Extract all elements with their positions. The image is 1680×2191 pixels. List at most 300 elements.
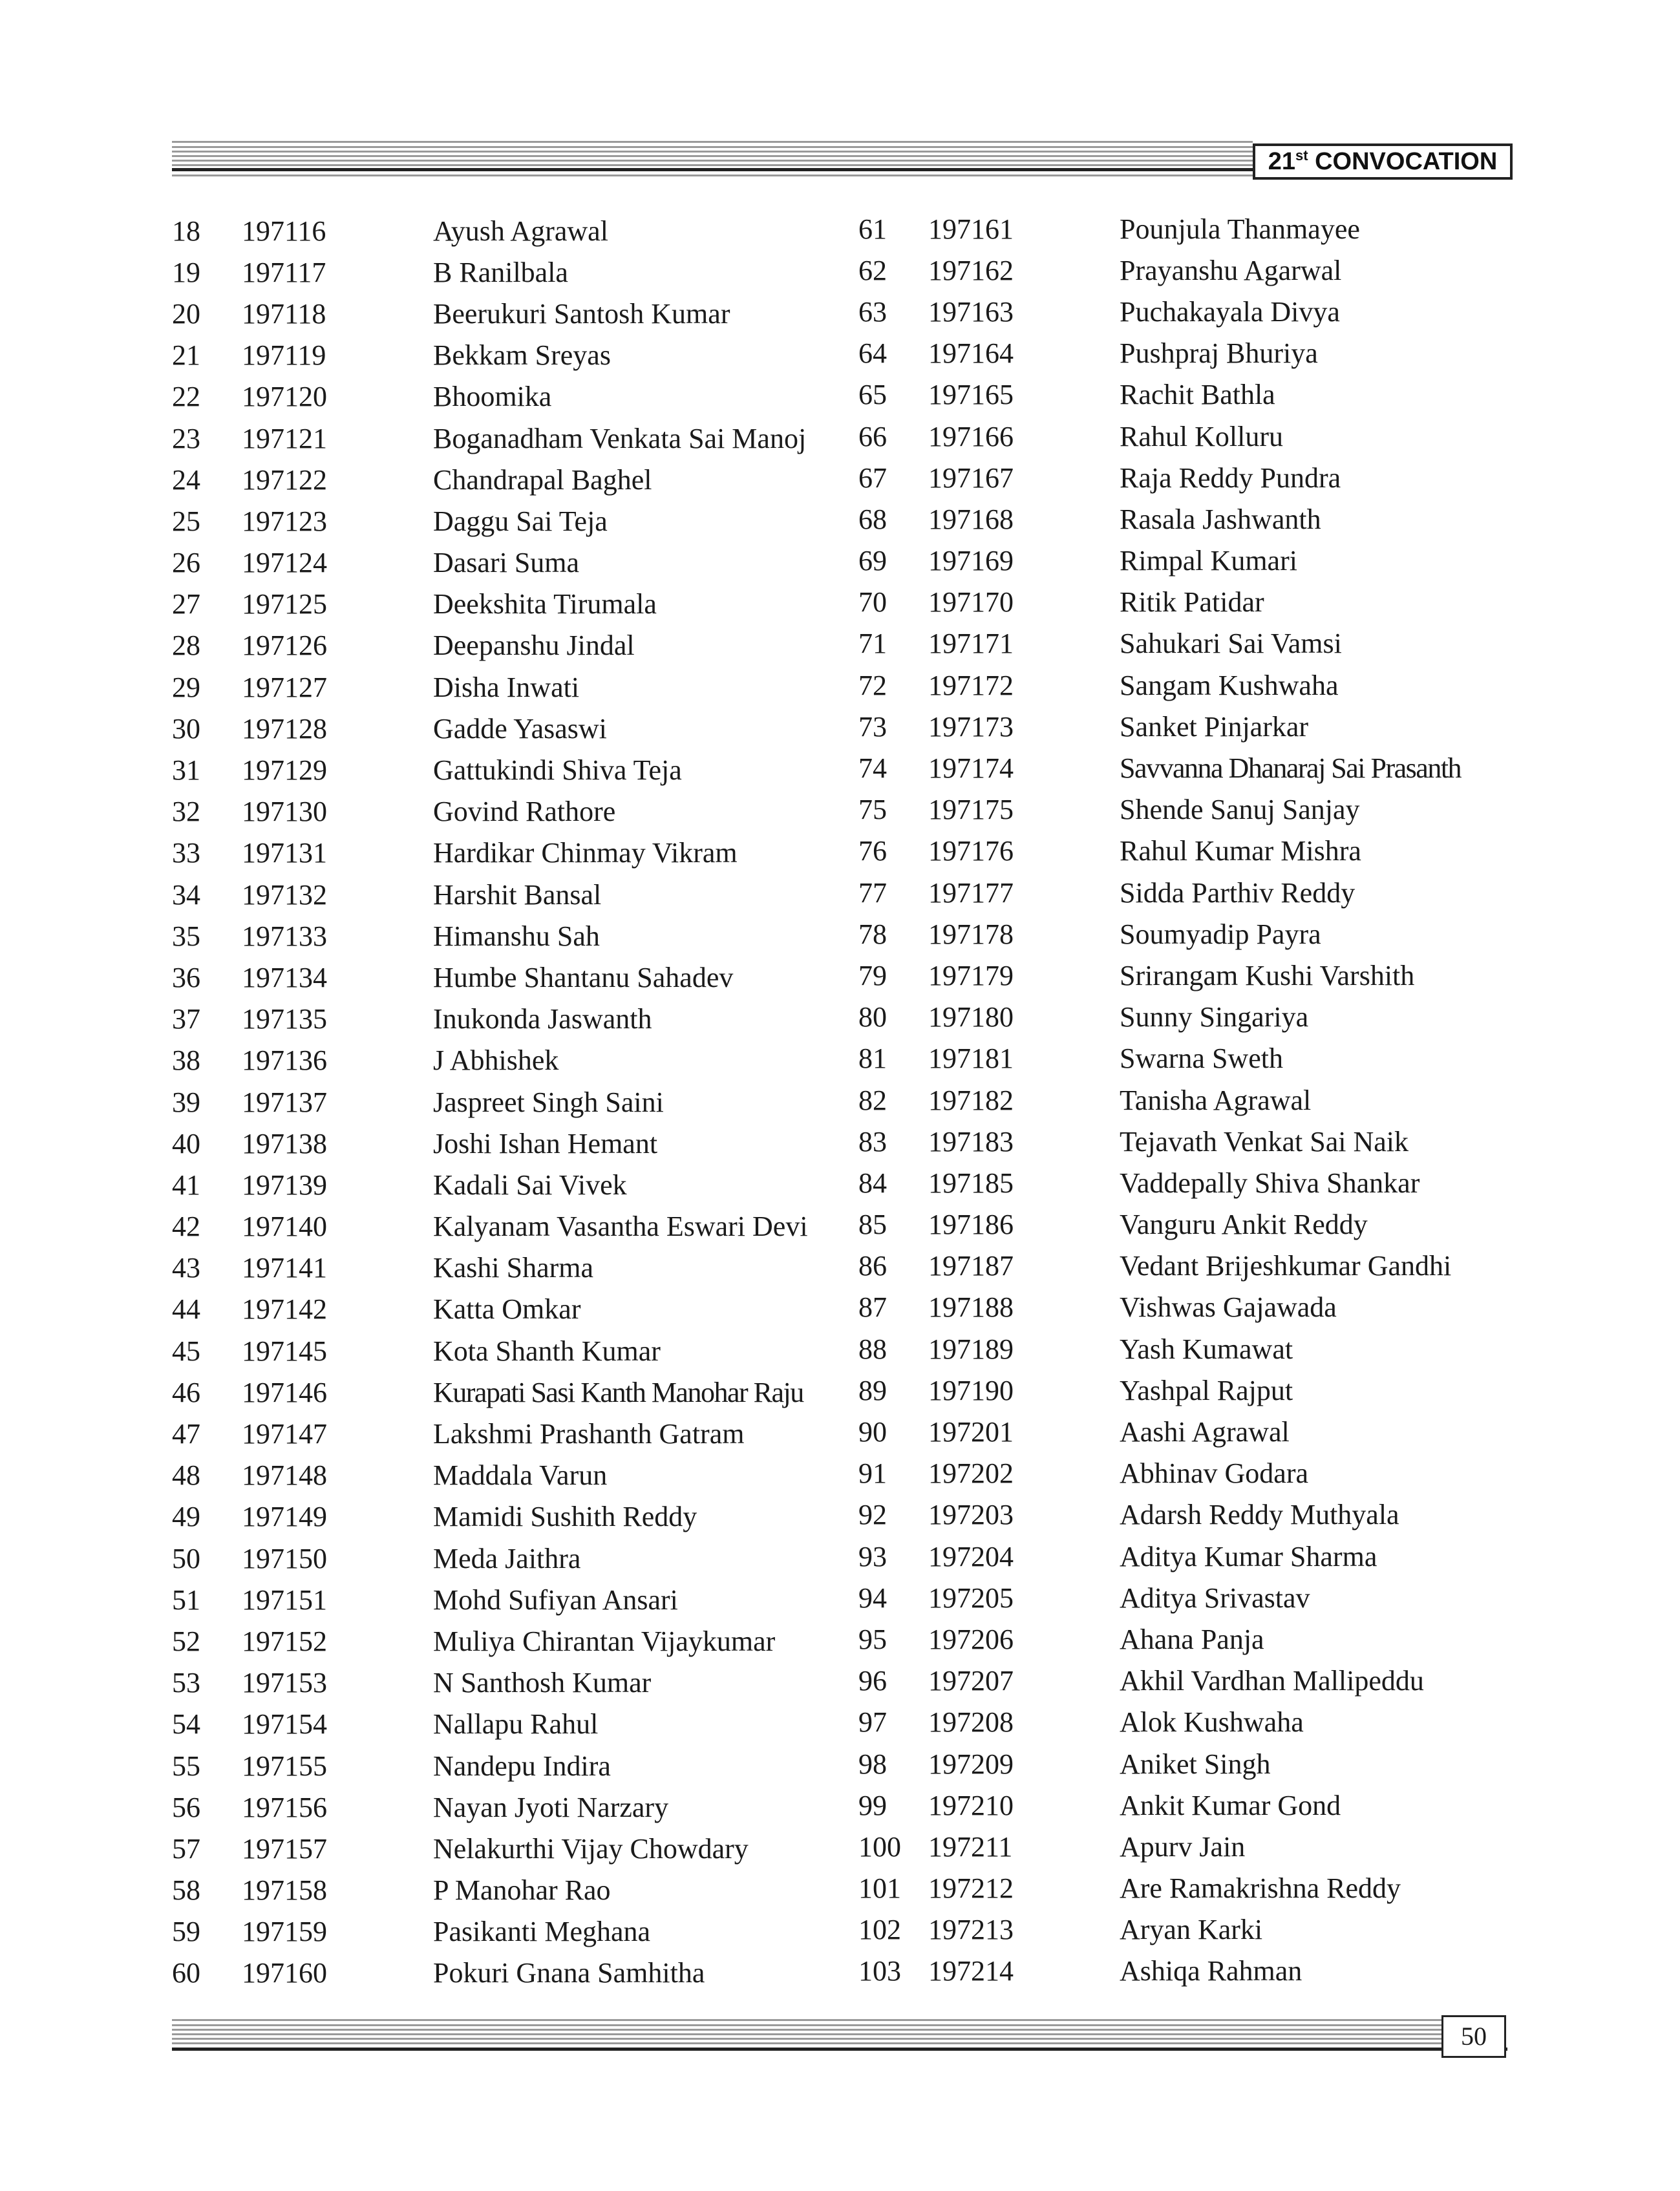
serial-number: 30 [172, 712, 200, 745]
list-item [172, 1826, 857, 1867]
serial-number: 46 [172, 1376, 200, 1408]
student-name: Rasala Jashwanth [1120, 503, 1321, 535]
list-item [172, 1370, 857, 1411]
student-name: Ritik Patidar [1120, 586, 1264, 619]
list-item [172, 582, 857, 623]
student-name: Rimpal Kumari [1120, 545, 1297, 577]
roll-number: 197209 [928, 1748, 1014, 1780]
list-item [172, 1328, 857, 1370]
list-item [858, 1038, 1531, 1079]
list-item [172, 249, 857, 291]
serial-number: 33 [172, 837, 200, 869]
student-name: Kashi Sharma [433, 1252, 594, 1284]
student-name: Puchakayala Divya [1120, 295, 1340, 328]
list-item [172, 374, 857, 416]
serial-number: 39 [172, 1086, 200, 1118]
list-item [172, 1536, 857, 1577]
roll-number: 197157 [242, 1832, 327, 1865]
list-item [858, 1245, 1531, 1287]
roll-number: 197210 [928, 1789, 1014, 1821]
student-name: Ahana Panja [1120, 1623, 1264, 1655]
serial-number: 65 [858, 379, 887, 411]
serial-number: 70 [858, 586, 887, 619]
list-item [858, 1951, 1531, 1992]
serial-number: 57 [172, 1832, 200, 1865]
roll-number: 197212 [928, 1872, 1014, 1905]
list-item [858, 291, 1531, 332]
student-name: Nandepu Indira [433, 1750, 611, 1782]
list-item [858, 457, 1531, 498]
student-name: Shende Sanuj Sanjay [1120, 794, 1360, 826]
student-name: Vishwas Gajawada [1120, 1291, 1337, 1324]
serial-number: 62 [858, 254, 887, 286]
list-item [172, 1577, 857, 1618]
serial-number: 95 [858, 1623, 887, 1655]
list-item [858, 416, 1531, 457]
roll-number: 197190 [928, 1374, 1014, 1406]
student-name: N Santhosh Kumar [433, 1667, 652, 1699]
list-item [172, 1453, 857, 1494]
roll-number: 197211 [928, 1830, 1013, 1863]
serial-number: 66 [858, 420, 887, 452]
list-item [858, 1411, 1531, 1452]
roll-number: 197118 [242, 297, 326, 330]
student-name: Nayan Jyoti Narzary [433, 1791, 669, 1823]
student-name: Boganadham Venkata Sai Manoj [433, 422, 807, 454]
list-item [858, 1453, 1531, 1494]
roll-number: 197166 [928, 420, 1014, 452]
list-item [172, 1702, 857, 1743]
serial-number: 54 [172, 1708, 200, 1741]
roll-number: 197135 [242, 1003, 327, 1035]
serial-number: 75 [858, 794, 887, 826]
serial-number: 44 [172, 1293, 200, 1326]
student-name: Deepanshu Jindal [433, 630, 635, 662]
roll-number: 197141 [242, 1252, 327, 1284]
list-item [172, 1743, 857, 1784]
list-item [172, 997, 857, 1038]
list-item [858, 1494, 1531, 1536]
roll-number: 197175 [928, 794, 1014, 826]
student-name: Raja Reddy Pundra [1120, 461, 1341, 494]
serial-number: 71 [858, 628, 887, 660]
list-item [858, 1618, 1531, 1660]
roll-number: 197177 [928, 876, 1014, 909]
serial-number: 78 [858, 918, 887, 950]
roll-number: 197123 [242, 505, 327, 537]
list-item [172, 789, 857, 831]
serial-number: 89 [858, 1374, 887, 1406]
serial-number: 28 [172, 630, 200, 662]
serial-number: 102 [858, 1914, 901, 1946]
student-name: Sangam Kushwaha [1120, 669, 1339, 701]
serial-number: 86 [858, 1250, 887, 1282]
serial-number: 26 [172, 547, 200, 579]
list-item [858, 913, 1531, 955]
list-item [172, 955, 857, 996]
serial-number: 19 [172, 256, 200, 288]
list-item [858, 1826, 1531, 1867]
student-name: Gattukindi Shiva Teja [433, 754, 682, 787]
serial-number: 61 [858, 213, 887, 245]
roll-number: 197139 [242, 1169, 327, 1201]
student-name: Vaddepally Shiva Shankar [1120, 1167, 1420, 1199]
serial-number: 67 [858, 461, 887, 494]
serial-number: 96 [858, 1665, 887, 1697]
serial-number: 32 [172, 796, 200, 828]
serial-number: 64 [858, 337, 887, 370]
list-item [172, 1204, 857, 1245]
list-item [172, 1784, 857, 1826]
student-name: Ayush Agrawal [433, 215, 608, 247]
student-name: Pushpraj Bhuriya [1120, 337, 1318, 370]
serial-number: 22 [172, 381, 200, 413]
student-name: Vedant Brijeshkumar Gandhi [1120, 1250, 1452, 1282]
roll-number: 197176 [928, 835, 1014, 867]
student-name: Kota Shanth Kumar [433, 1335, 661, 1367]
list-item [172, 1951, 857, 1992]
student-name: Pasikanti Meghana [433, 1916, 651, 1948]
list-item [858, 249, 1531, 291]
student-name: Govind Rathore [433, 796, 616, 828]
student-name: Are Ramakrishna Reddy [1120, 1872, 1401, 1905]
list-item [172, 1038, 857, 1079]
serial-number: 92 [858, 1499, 887, 1531]
serial-number: 68 [858, 503, 887, 535]
list-item [172, 623, 857, 664]
list-item [172, 1618, 857, 1660]
list-item [858, 1743, 1531, 1784]
student-name: Alok Kushwaha [1120, 1706, 1304, 1739]
list-item [858, 1204, 1531, 1245]
serial-number: 45 [172, 1335, 200, 1367]
roll-number: 197134 [242, 961, 327, 993]
serial-number: 29 [172, 671, 200, 703]
serial-number: 24 [172, 463, 200, 496]
list-item [172, 706, 857, 747]
roll-number: 197173 [928, 710, 1014, 743]
serial-number: 48 [172, 1459, 200, 1492]
roll-number: 197133 [242, 920, 327, 952]
serial-number: 69 [858, 545, 887, 577]
student-name: Akhil Vardhan Mallipeddu [1120, 1665, 1424, 1697]
student-name: Maddala Varun [433, 1459, 608, 1492]
header-rule-lines [172, 141, 1253, 181]
student-name: Inukonda Jaswanth [433, 1003, 652, 1035]
student-name: Hardikar Chinmay Vikram [433, 837, 738, 869]
roll-number: 197186 [928, 1209, 1014, 1241]
roll-number: 197182 [928, 1084, 1014, 1116]
student-name: Prayanshu Agarwal [1120, 254, 1342, 286]
roll-number: 197179 [928, 959, 1014, 991]
student-name: Gadde Yasaswi [433, 712, 607, 745]
serial-number: 99 [858, 1789, 887, 1821]
student-name: Rachit Bathla [1120, 379, 1275, 411]
roll-number: 197152 [242, 1625, 327, 1657]
serial-number: 35 [172, 920, 200, 952]
serial-number: 34 [172, 878, 200, 911]
student-name: Sahukari Sai Vamsi [1120, 628, 1342, 660]
roll-number: 197120 [242, 381, 327, 413]
roll-number: 197128 [242, 712, 327, 745]
student-name: Humbe Shantanu Sahadev [433, 961, 734, 993]
serial-number: 76 [858, 835, 887, 867]
list-item [858, 582, 1531, 623]
roll-number: 197136 [242, 1044, 327, 1077]
roll-number: 197119 [242, 339, 326, 372]
roll-number: 197172 [928, 669, 1014, 701]
list-item [858, 1287, 1531, 1328]
student-name: Apurv Jain [1120, 1830, 1246, 1863]
list-item [858, 1909, 1531, 1951]
roll-number: 197124 [242, 547, 327, 579]
serial-number: 83 [858, 1125, 887, 1158]
list-item [858, 623, 1531, 664]
list-item [858, 374, 1531, 416]
serial-number: 74 [858, 752, 887, 785]
student-name: Aditya Kumar Sharma [1120, 1540, 1377, 1572]
roll-number: 197181 [928, 1043, 1014, 1075]
roll-number: 197129 [242, 754, 327, 787]
header-number: 21 [1268, 148, 1295, 175]
serial-number: 60 [172, 1957, 200, 1989]
student-name: Jaspreet Singh Saini [433, 1086, 664, 1118]
roll-number: 197155 [242, 1750, 327, 1782]
student-name: Himanshu Sah [433, 920, 600, 952]
student-name: Katta Omkar [433, 1293, 581, 1326]
list-item [172, 498, 857, 540]
serial-number: 56 [172, 1791, 200, 1823]
serial-number: 52 [172, 1625, 200, 1657]
student-name: B Ranilbala [433, 256, 568, 288]
serial-number: 25 [172, 505, 200, 537]
list-item [858, 333, 1531, 374]
student-name: Mamidi Sushith Reddy [433, 1501, 697, 1533]
list-item [172, 831, 857, 872]
roll-number: 197122 [242, 463, 327, 496]
serial-number: 18 [172, 215, 200, 247]
roll-number: 197137 [242, 1086, 327, 1118]
right-student-list [858, 208, 1531, 1992]
roll-number: 197127 [242, 671, 327, 703]
list-item [172, 457, 857, 498]
roll-number: 197160 [242, 1957, 327, 1989]
roll-number: 197153 [242, 1667, 327, 1699]
serial-number: 88 [858, 1333, 887, 1365]
roll-number: 197183 [928, 1125, 1014, 1158]
student-name: Srirangam Kushi Varshith [1120, 959, 1415, 991]
serial-number: 20 [172, 297, 200, 330]
roll-number: 197180 [928, 1001, 1014, 1033]
roll-number: 197159 [242, 1916, 327, 1948]
serial-number: 21 [172, 339, 200, 372]
list-item [172, 1079, 857, 1121]
list-item [858, 1784, 1531, 1826]
list-item [172, 1245, 857, 1287]
serial-number: 55 [172, 1750, 200, 1782]
roll-number: 197185 [928, 1167, 1014, 1199]
student-name: Harshit Bansal [433, 878, 602, 911]
serial-number: 51 [172, 1583, 200, 1616]
list-item [172, 1121, 857, 1162]
serial-number: 42 [172, 1211, 200, 1243]
student-name: Beerukuri Santosh Kumar [433, 297, 730, 330]
list-item [858, 1536, 1531, 1577]
list-item [858, 831, 1531, 872]
list-item [172, 1868, 857, 1909]
student-name: Meda Jaithra [433, 1542, 581, 1574]
serial-number: 43 [172, 1252, 200, 1284]
list-item [858, 1121, 1531, 1162]
list-item [858, 1328, 1531, 1370]
serial-number: 80 [858, 1001, 887, 1033]
list-item [858, 1868, 1531, 1909]
student-name: Aashi Agrawal [1120, 1416, 1290, 1448]
roll-number: 197207 [928, 1665, 1014, 1697]
serial-number: 103 [858, 1955, 901, 1987]
student-name: Sidda Parthiv Reddy [1120, 876, 1356, 909]
student-name: Rahul Kolluru [1120, 420, 1283, 452]
roll-number: 197158 [242, 1874, 327, 1907]
roll-number: 197170 [928, 586, 1014, 619]
header-title: CONVOCATION [1315, 148, 1498, 175]
roll-number: 197154 [242, 1708, 327, 1741]
student-name: Pokuri Gnana Samhitha [433, 1957, 705, 1989]
serial-number: 100 [858, 1830, 901, 1863]
serial-number: 73 [858, 710, 887, 743]
roll-number: 197174 [928, 752, 1014, 785]
serial-number: 85 [858, 1209, 887, 1241]
serial-number: 31 [172, 754, 200, 787]
student-name: Ankit Kumar Gond [1120, 1789, 1341, 1821]
roll-number: 197205 [928, 1582, 1014, 1614]
student-name: Aryan Karki [1120, 1914, 1263, 1946]
serial-number: 37 [172, 1003, 200, 1035]
roll-number: 197168 [928, 503, 1014, 535]
roll-number: 197171 [928, 628, 1014, 660]
list-item [858, 664, 1531, 706]
student-name: Chandrapal Baghel [433, 463, 652, 496]
roll-number: 197149 [242, 1501, 327, 1533]
left-student-list [172, 208, 857, 1992]
list-item [172, 1411, 857, 1452]
list-item [858, 1162, 1531, 1203]
list-item [172, 1494, 857, 1536]
serial-number: 91 [858, 1457, 887, 1490]
student-name: Tejavath Venkat Sai Naik [1120, 1125, 1409, 1158]
serial-number: 81 [858, 1043, 887, 1075]
roll-number: 197189 [928, 1333, 1014, 1365]
student-name: J Abhishek [433, 1044, 559, 1077]
footer-rule-lines [172, 2019, 1507, 2059]
roll-number: 197116 [242, 215, 326, 247]
serial-number: 58 [172, 1874, 200, 1907]
serial-number: 40 [172, 1127, 200, 1159]
student-name: Ashiqa Rahman [1120, 1955, 1303, 1987]
roll-number: 197165 [928, 379, 1014, 411]
list-item [172, 1909, 857, 1951]
student-name: Dasari Suma [433, 547, 580, 579]
list-item [172, 747, 857, 789]
list-item [172, 1660, 857, 1702]
student-name: Kadali Sai Vivek [433, 1169, 627, 1201]
student-name: Soumyadip Payra [1120, 918, 1321, 950]
serial-number: 59 [172, 1916, 200, 1948]
roll-number: 197151 [242, 1583, 327, 1616]
serial-number: 41 [172, 1169, 200, 1201]
student-name: Sunny Singariya [1120, 1001, 1309, 1033]
roll-number: 197204 [928, 1540, 1014, 1572]
roll-number: 197164 [928, 337, 1014, 370]
serial-number: 63 [858, 295, 887, 328]
list-item [172, 664, 857, 706]
roll-number: 197140 [242, 1211, 327, 1243]
list-item [858, 872, 1531, 913]
student-name: Yashpal Rajput [1120, 1374, 1293, 1406]
student-name: Yash Kumawat [1120, 1333, 1293, 1365]
list-item [858, 1079, 1531, 1121]
serial-number: 47 [172, 1418, 200, 1450]
serial-number: 53 [172, 1667, 200, 1699]
serial-number: 49 [172, 1501, 200, 1533]
student-name: Aniket Singh [1120, 1748, 1271, 1780]
serial-number: 82 [858, 1084, 887, 1116]
student-name: Nelakurthi Vijay Chowdary [433, 1832, 749, 1865]
serial-number: 84 [858, 1167, 887, 1199]
roll-number: 197148 [242, 1459, 327, 1492]
student-name: Swarna Sweth [1120, 1043, 1283, 1075]
student-name: Aditya Srivastav [1120, 1582, 1310, 1614]
list-item [858, 208, 1531, 249]
student-name: Muliya Chirantan Vijaykumar [433, 1625, 776, 1657]
roll-number: 197203 [928, 1499, 1014, 1531]
serial-number: 38 [172, 1044, 200, 1077]
student-name: Nallapu Rahul [433, 1708, 599, 1741]
roll-number: 197126 [242, 630, 327, 662]
student-name: Vanguru Ankit Reddy [1120, 1209, 1368, 1241]
roll-number: 197145 [242, 1335, 327, 1367]
serial-number: 50 [172, 1542, 200, 1574]
list-item [858, 498, 1531, 540]
roll-number: 197206 [928, 1623, 1014, 1655]
list-item [172, 291, 857, 332]
student-name: P Manohar Rao [433, 1874, 611, 1907]
list-item [858, 706, 1531, 747]
roll-number: 197201 [928, 1416, 1014, 1448]
serial-number: 87 [858, 1291, 887, 1324]
list-item [858, 1370, 1531, 1411]
list-item [858, 789, 1531, 831]
serial-number: 77 [858, 876, 887, 909]
list-item [172, 913, 857, 955]
roll-number: 197125 [242, 588, 327, 620]
student-name: Mohd Sufiyan Ansari [433, 1583, 678, 1616]
serial-number: 72 [858, 669, 887, 701]
student-name: Kalyanam Vasantha Eswari Devi [433, 1211, 808, 1243]
serial-number: 27 [172, 588, 200, 620]
roll-number: 197202 [928, 1457, 1014, 1490]
student-name: Adarsh Reddy Muthyala [1120, 1499, 1399, 1531]
student-name: Disha Inwati [433, 671, 580, 703]
serial-number: 90 [858, 1416, 887, 1448]
list-item [172, 1287, 857, 1328]
roll-number: 197187 [928, 1250, 1014, 1282]
page-number: 50 [1441, 2015, 1506, 2058]
serial-number: 79 [858, 959, 887, 991]
list-item [858, 540, 1531, 582]
roll-number: 197169 [928, 545, 1014, 577]
student-name: Rahul Kumar Mishra [1120, 835, 1361, 867]
